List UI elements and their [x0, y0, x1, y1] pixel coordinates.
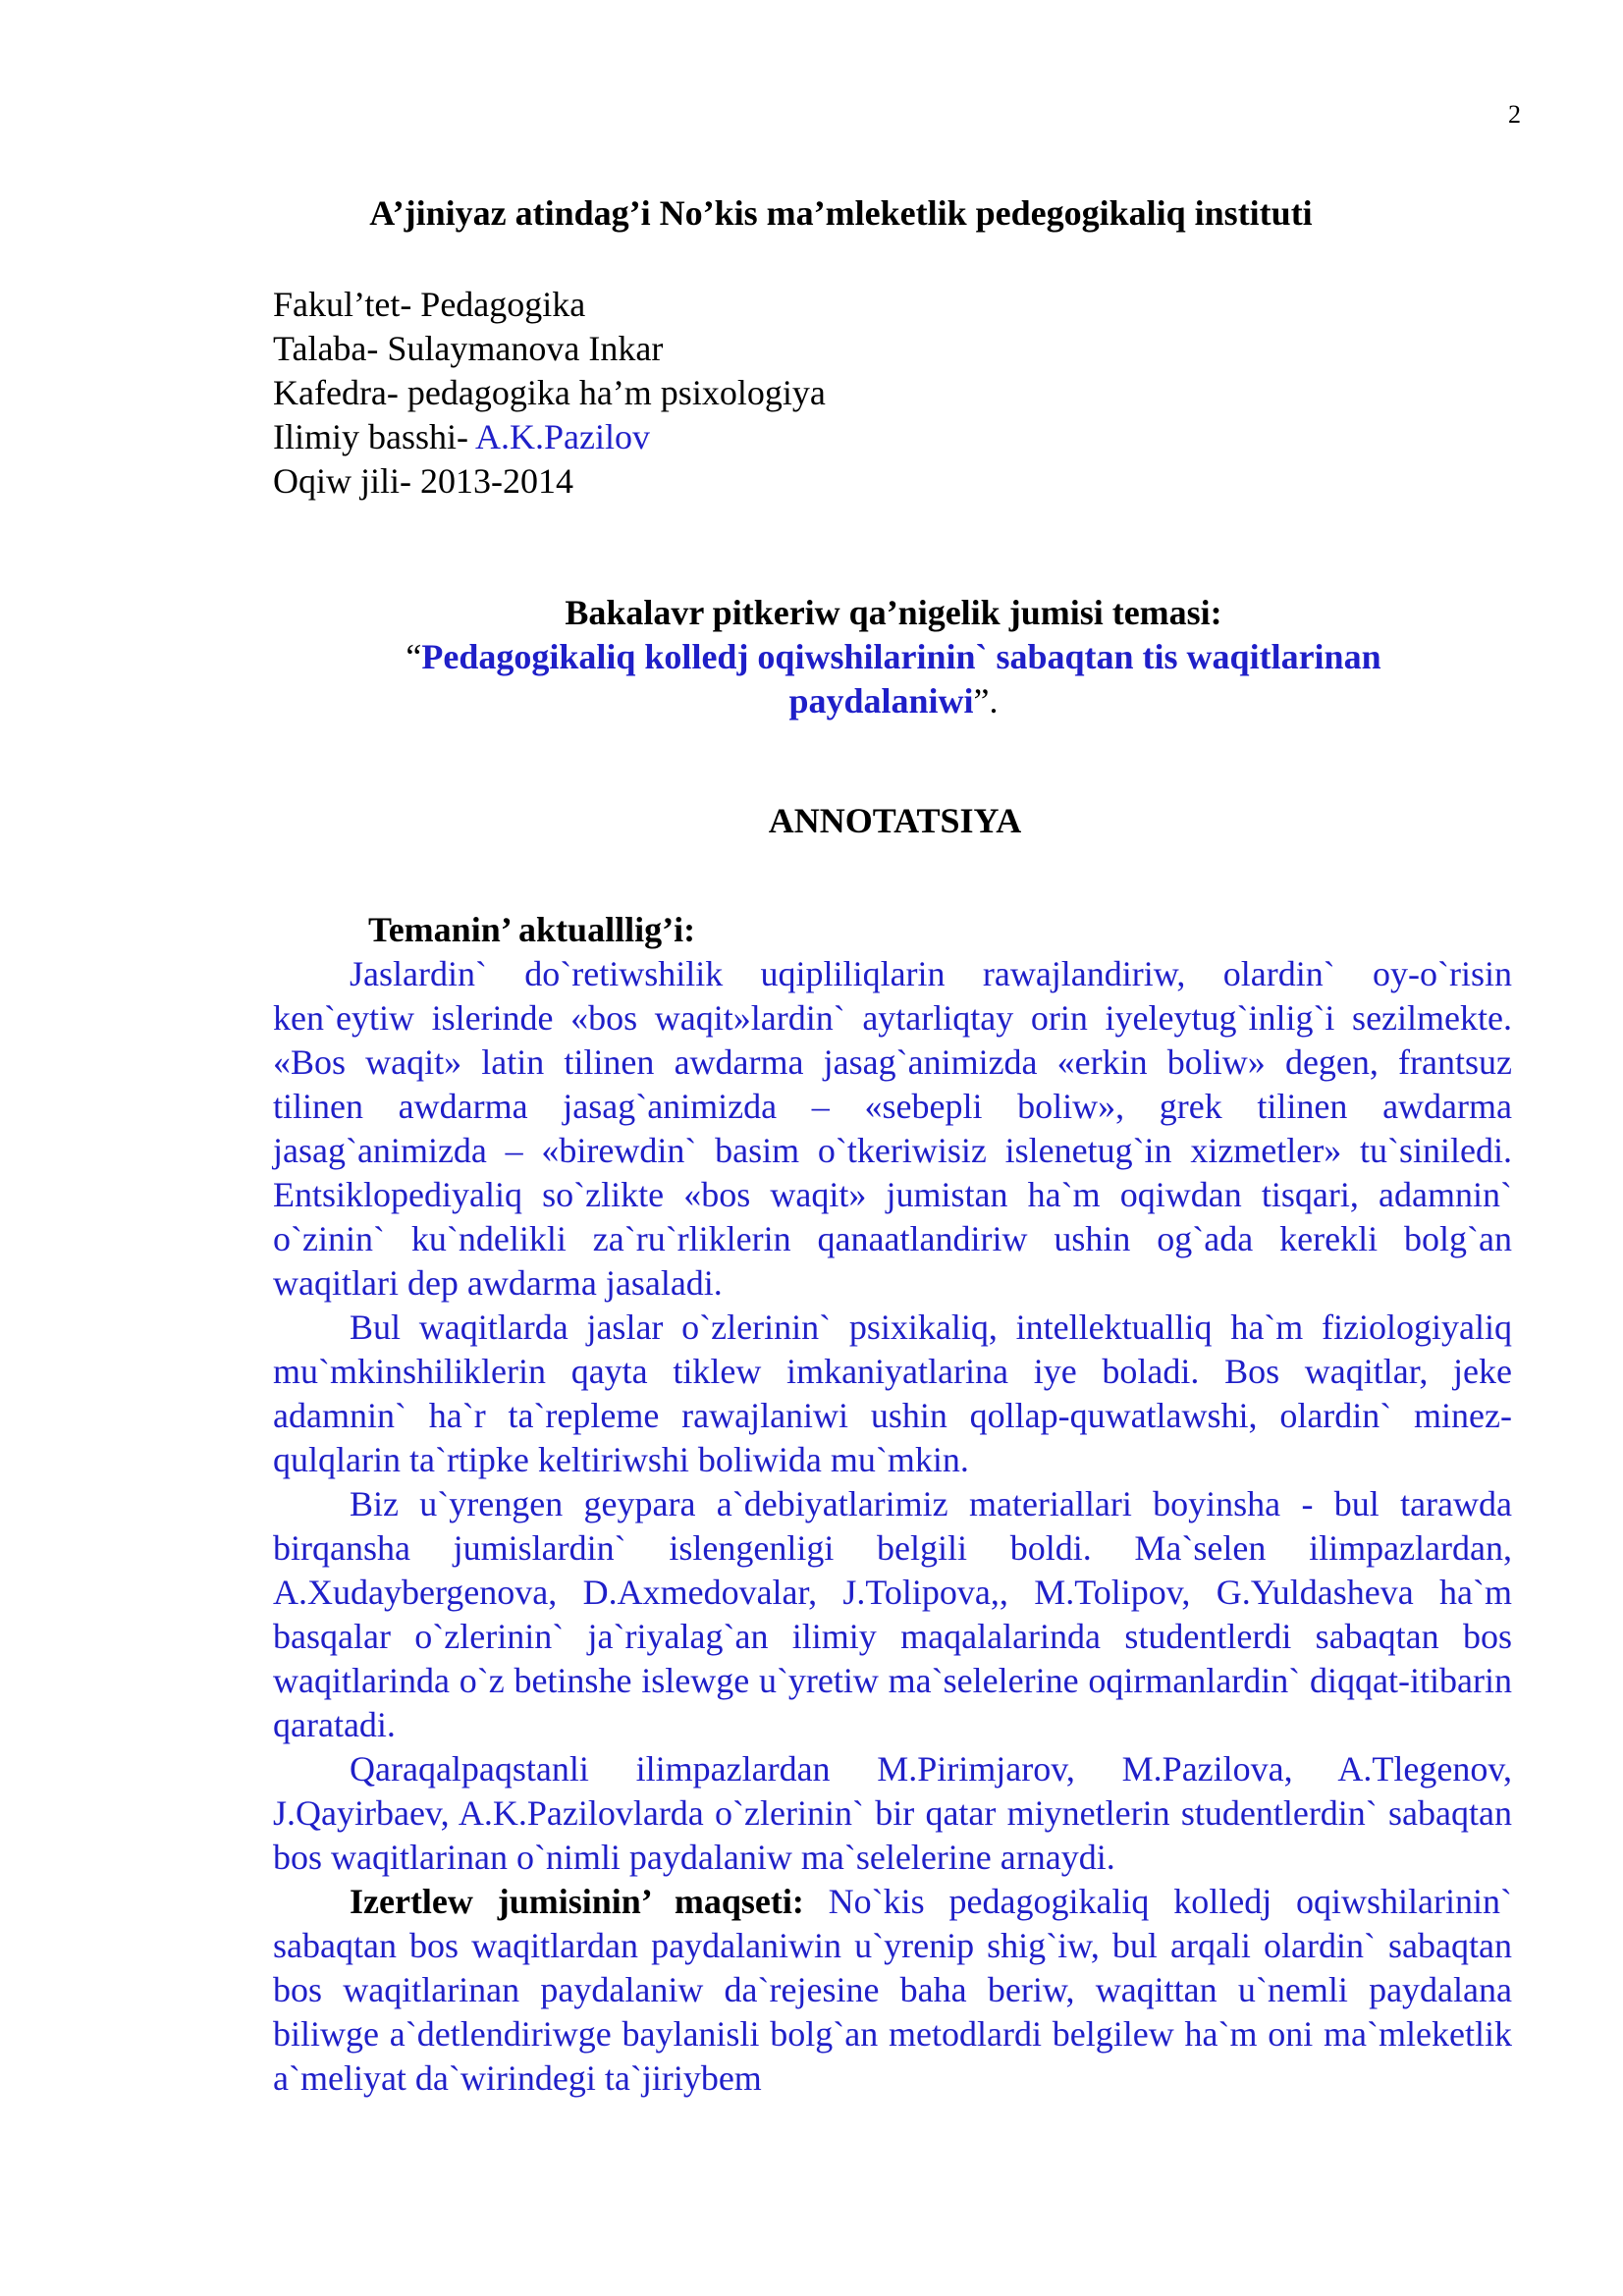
institution-title: A’jiniyaz atindag’i No’kis ma’mleketlik pedegogikaliq instituti: [369, 193, 1313, 233]
paragraph: Jaslardin` do`retiwshilik uqipliliqlarin rawajlandiriw, olardin` oy-o`risin ken`eytiw islerinde «bos waqit»lardin` aytarliqtay orin iyeleytug`inlig`i sezilmekte. «Bos waqit» latin tilinen awdarma jasag`animizda «erkin boliw» degen, frantsuz tilinen awdarma jasag`animizda – «sebepli boliw», grek tilinen awdarma jasag`animizda – «birewdin` basim o`tkeriwisiz islenetug`in xizmetler» tu`siniledi. Entsiklopediyaliq so`zlikte «bos waqit» jumistan ha`m oqiwdan tisqari, adamnin` o`zinin` ku`ndelikli za`ru`rliklerin qanaatlandiriw ushin og`ada kerekli bolg`an waqitlari dep awdarma jasaladi.: [273, 954, 1512, 1303]
relevance-label: Temanin’ aktualllig’i:: [368, 910, 696, 949]
faculty-line: Fakul’tet- Pedagogika: [273, 285, 586, 324]
supervisor-line: [273, 415, 826, 459]
theme-block: [353, 591, 1434, 723]
theme-heading: Bakalavr pitkeriw qa’nigelik jumisi temasi:: [565, 593, 1222, 632]
theme-title-line: [353, 635, 1434, 723]
department-line: Kafedra- pedagogika ha’m psixologiya: [273, 373, 826, 412]
close-quote: ”.: [973, 681, 999, 721]
goal-paragraph: [273, 1880, 1512, 2101]
annotation-heading: ANNOTATSIYA: [768, 801, 1022, 840]
paragraph: Qaraqalpaqstanli ilimpazlardan M.Pirimjarov, M.Pazilova, A.Tlegenov, J.Qayirbaev, A.K.Pazilovlarda o`zlerinin` bir qatar miynetlerin studentlerdin` sabaqtan bos waqitlarinan o`nimli paydalaniw ma`selelerine arnaydi.: [273, 1749, 1512, 1877]
body-text: [273, 908, 1512, 2101]
page-number: 2: [1508, 100, 1521, 129]
paragraph: Bul waqitlarda jaslar o`zlerinin` psixikaliq, intellektualliq ha`m fiziologiyaliq mu`mkinshiliklerin qayta tiklew imkaniyatlarina iye boladi. Bos waqitlar, jeke adamnin` ha`r ta`repleme rawajlaniwi ushin qollap-quwatlawshi, olardin` minez-qulqlarin ta`rtipke keltiriwshi boliwida mu`mkin.: [273, 1308, 1512, 1479]
student-line: Talaba- Sulaymanova Inkar: [273, 329, 664, 368]
supervisor-name: A.K.Pazilov: [475, 417, 650, 456]
open-quote: “: [406, 637, 422, 676]
supervisor-label: Ilimiy basshi-: [273, 417, 475, 456]
goal-label: Izertlew jumisinin’ maqseti:: [350, 1882, 804, 1921]
year-line: Oqiw jili- 2013-2014: [273, 461, 573, 501]
info-block: [273, 283, 826, 504]
paragraph: Biz u`yrengen geypara a`debiyatlarimiz materiallari boyinsha - bul tarawda birqansha jumislardin` islengenligi belgili boldi. Ma`selen ilimpazlardan, A.Xudaybergenova, D.Axmedovalar, J.Tolipova,, M.Tolipov, G.Yuldasheva ha`m basqalar o`zlerinin` ja`riyalag`an ilimiy maqalalarinda studentlerdi sabaqtan bos waqitlarinda o`z betinshe islewge u`yretiw ma`selelerine oqirmanlardin` diqqat-itibarin qaratadi.: [273, 1484, 1512, 1744]
theme-title: Pedagogikaliq kolledj oqiwshilarinin` sabaqtan tis waqitlarinan paydalaniwi: [421, 637, 1381, 721]
goal-text: No`kis pedagogikaliq kolledj oqiwshilarinin` sabaqtan bos waqitlardan paydalaniwin u`yrenip shig`iw, bul arqali olardin` sabaqtan bos waqitlarinan paydalaniw da`rejesine baha beriw, waqittan u`nemli paydalana biliwge a`detlendiriwge baylanisli bolg`an metodlardi belgilew ha`m oni ma`mleketlik a`meliyat da`wirindegi ta`jiriybem: [273, 1882, 1512, 2098]
